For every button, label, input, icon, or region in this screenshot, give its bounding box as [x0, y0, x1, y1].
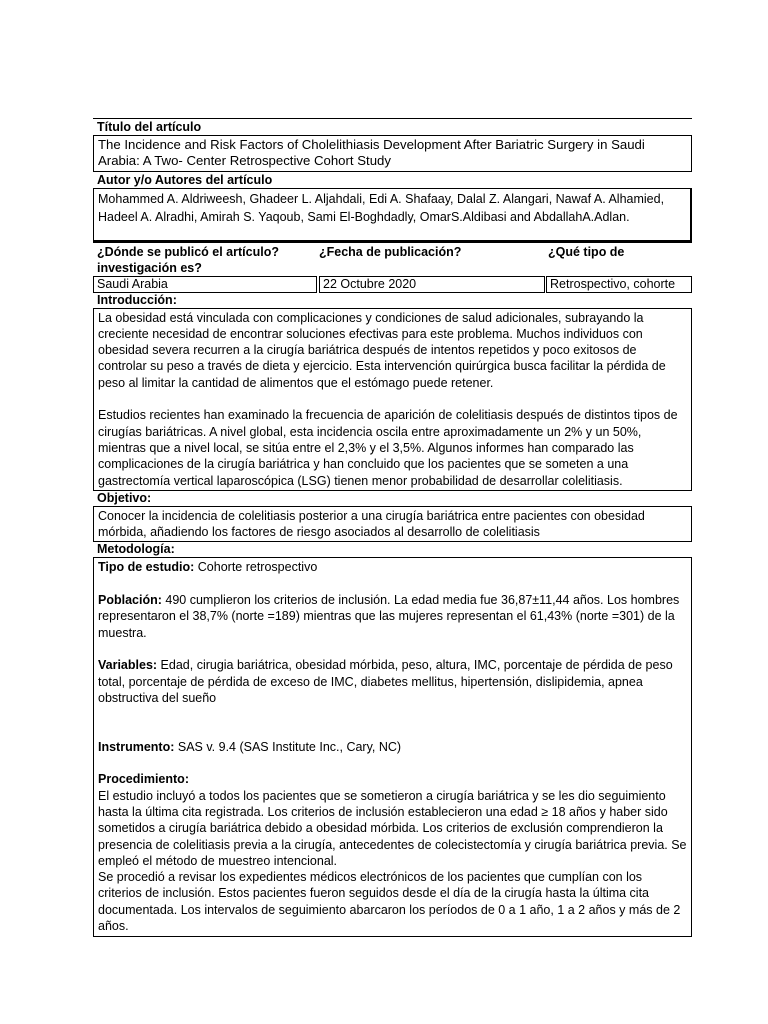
objective-text: Conocer la incidencia de colelitiasis posterior a una cirugía bariátrica entre pacientes con obesidad mórbida, añadiendo los factores de riesgo asociados al desarrollo de colelitiasis — [98, 508, 645, 540]
method-label: Metodología: — [97, 542, 175, 557]
population: Población: 490 cumplieron los criterios de inclusión. La edad media fue 36,87±11,44 años. Los hombres representaron el 38,7% (norte =189) mientras que las mujeres representan el 61,43% (norte =301) de la muestra. — [98, 593, 680, 640]
type-label: ¿Qué tipo de — [548, 244, 625, 259]
where-value: Saudi Arabia — [93, 276, 317, 293]
type-label-continued: investigación es? — [97, 260, 202, 275]
where-label: ¿Dónde se publicó el artículo? investigación es? — [93, 244, 315, 276]
method-box — [93, 557, 692, 937]
procedure-paragraph-2: Se procedió a revisar los expedientes médicos electrónicos de los pacientes que cumplían con los criterios de inclusión. Estos pacientes fueron seguidos desde el día de la cirugía hasta la última cita documentada. Los intervalos de seguimiento abarcaron los períodos de 0 a 1 año, 1 a 2 años y más de 2 años. — [98, 870, 681, 933]
intro-box — [93, 308, 692, 491]
authors-box — [93, 188, 692, 242]
study-type: Tipo de estudio: Cohorte retrospectivo — [98, 560, 318, 575]
pub-info-values — [93, 276, 692, 293]
instrument: Instrumento: SAS v. 9.4 (SAS Institute Inc., Cary, NC) — [98, 739, 402, 754]
article-title: The Incidence and Risk Factors of Cholelithiasis Development After Bariatric Surgery in Saudi Arabia: A Two- Center Retrospective Cohort Study — [98, 137, 645, 169]
separator-rule — [93, 242, 692, 243]
pub-info-header — [93, 244, 692, 276]
objective-box — [93, 506, 692, 543]
procedure-label: Procedimiento: — [98, 772, 189, 787]
document-form — [93, 118, 692, 937]
title-box — [93, 135, 692, 172]
objective-label: Objetivo: — [97, 490, 152, 505]
procedure-paragraph-1: El estudio incluyó a todos los pacientes que se sometieron a cirugía bariátrica y se les dio seguimiento hasta la última cita registrada. Los criterios de inclusión establecieron una edad ≥ 18 años y haber sido sometidos a cirugía bariátrica debido a obesidad mórbida. Los criterios de exclusión comprendieron la presencia de colelitiasis previa a la cirugía, antecedentes de colecistectomía y cirugía bariátrica previa. Se empleó el método de muestreo intencional. — [98, 788, 687, 868]
variables: Variables: Edad, cirugia bariátrica, obesidad mórbida, peso, altura, IMC, porcentaje de pérdida de peso total, porcentaje de pérdida de exceso de IMC, diabetes mellitus, hipertensión, dislipidemia, apnea obstructiva del sueño — [98, 658, 673, 705]
authors-label: Autor y/o Autores del artículo — [97, 172, 273, 187]
title-label: Título del artículo — [97, 120, 202, 134]
date-label: ¿Fecha de publicación? — [319, 244, 462, 259]
authors-text: Mohammed A. Aldriweesh, Ghadeer L. Aljahdali, Edi A. Shafaay, Dalal Z. Alangari, Nawaf A. Alhamied, Hadeel A. Alradhi, Amirah S. Yaqoub, Sami El-Boghdadly, OmarS.Aldibasi and AbdallahA.Adlan. — [98, 191, 665, 224]
intro-paragraph-1: La obesidad está vinculada con complicaciones y condiciones de salud adicionales, subrayando la creciente necesidad de encontrar soluciones efectivas para este problema. Muchos individuos con obesidad severa recurren a la cirugía bariátrica después de intentos repetidos y poco exitosos de controlar su peso a través de dieta y ejercicio. Esta intervención quirúrgica busca facilitar la pérdida de peso al limitar la cantidad de alimentos que el estómago puede retener. — [98, 310, 666, 390]
intro-label: Introducción: — [97, 292, 177, 307]
type-value: Retrospectivo, cohorte — [546, 276, 692, 293]
date-value: 22 Octubre 2020 — [319, 276, 545, 293]
top-rule — [93, 118, 692, 119]
intro-paragraph-2: Estudios recientes han examinado la frecuencia de aparición de colelitiasis después de distintos tipos de cirugías bariátricas. A nivel global, esta incidencia oscila entre aproximadamente un 2% y un 50%, mientras que a nivel local, se sitúa entre el 2,3% y el 3,5%. Algunos informes han comparado las complicaciones de la cirugía bariátrica y han concluido que los pacientes que se someten a una gastrectomía vertical laparoscópica (LSG) tienen menor probabilidad de desarrollar colelitiasis. — [98, 408, 678, 488]
